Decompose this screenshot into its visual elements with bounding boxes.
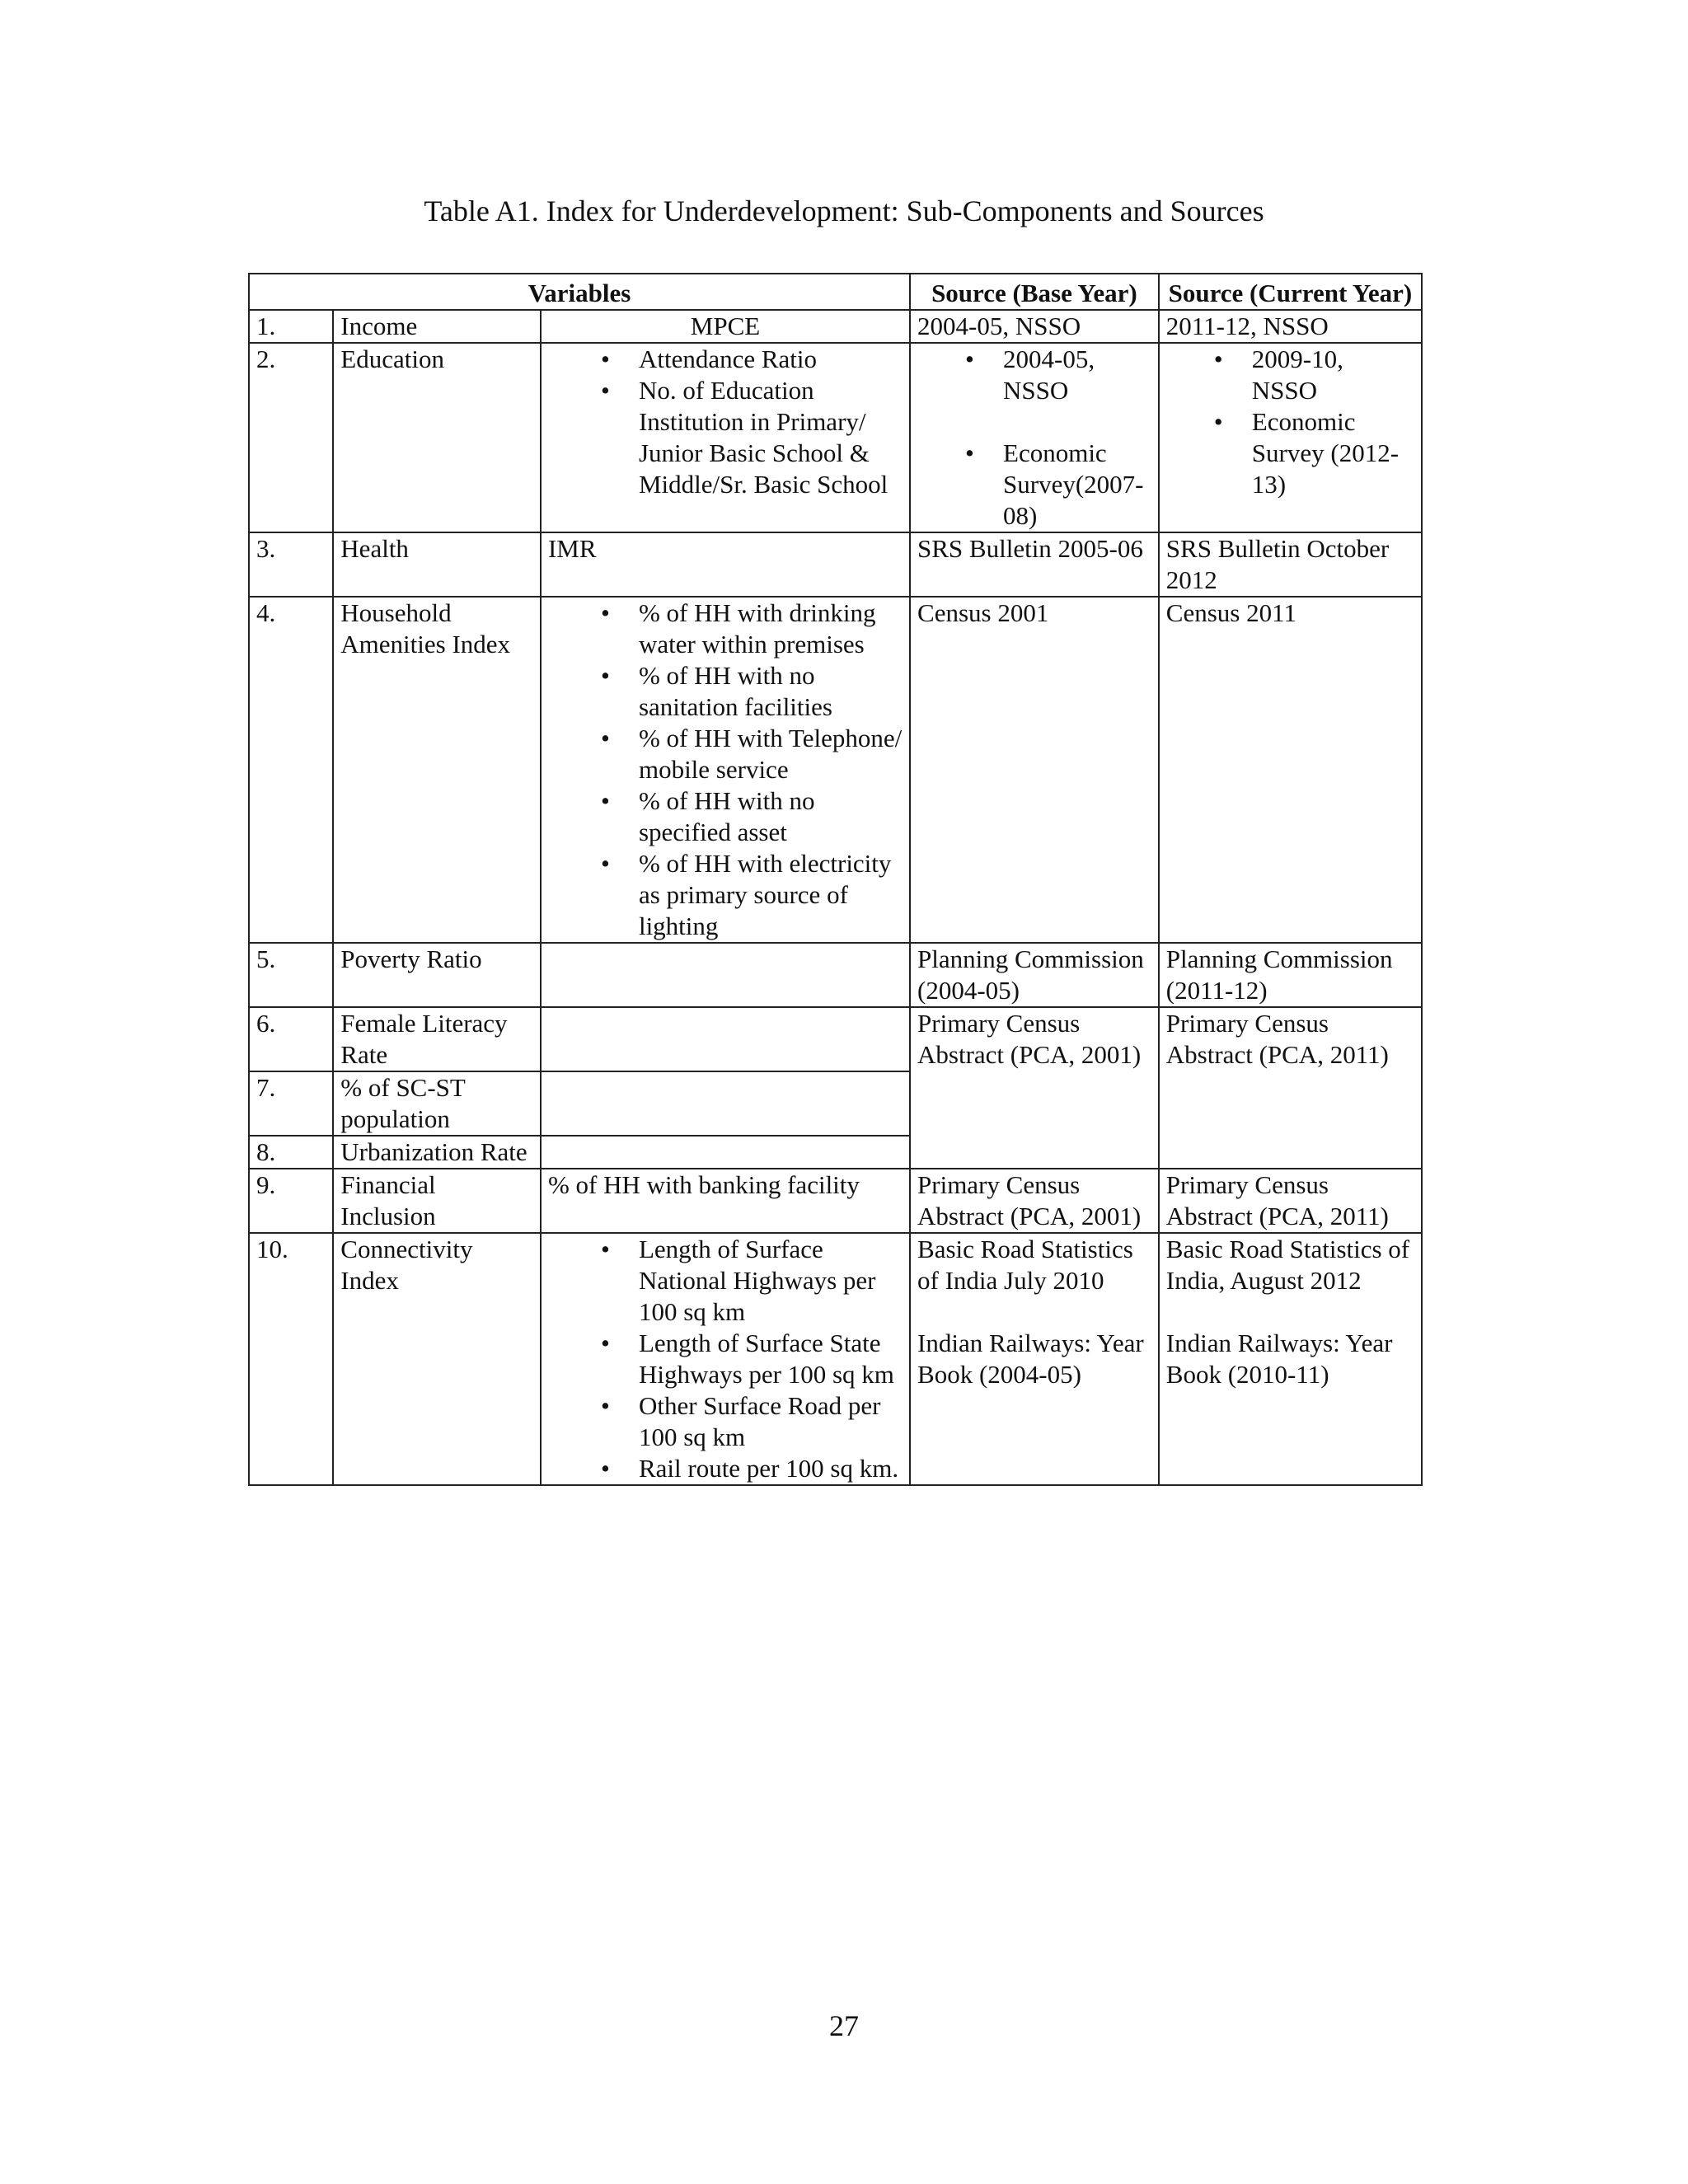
table-row — [249, 1169, 1422, 1233]
sub-component — [541, 1136, 910, 1169]
table-row — [249, 1233, 1422, 1485]
list-item: • % of HH with drinking water within premises — [548, 598, 903, 660]
page-number: 27 — [829, 2009, 859, 2042]
source-current — [1159, 343, 1422, 532]
list-item: • Other Surface Road per 100 sq km — [548, 1390, 903, 1453]
variable-name: Female Literacy Rate — [333, 1007, 541, 1071]
row-number: 10. — [249, 1233, 333, 1485]
list-item: • 2004-05, NSSO — [917, 344, 1151, 406]
header-source-current: Source (Current Year) — [1159, 274, 1422, 310]
variable-name: Poverty Ratio — [333, 943, 541, 1007]
list-item: • % of HH with Telephone/ mobile service — [548, 723, 903, 785]
variable-name: Income — [333, 310, 541, 343]
row-number: 7. — [249, 1071, 333, 1136]
source-line: Indian Railways: Year Book (2010-11) — [1165, 1329, 1393, 1389]
list-item: • Length of Surface State Highways per 100 sq km — [548, 1328, 903, 1390]
source-current: SRS Bulletin October 2012 — [1159, 532, 1422, 597]
table-row — [249, 310, 1422, 343]
source-base — [910, 343, 1159, 532]
source-current: Primary Census Abstract (PCA, 2011) — [1159, 1169, 1422, 1233]
row-number: 2. — [249, 343, 333, 532]
source-base: Planning Commission (2004-05) — [910, 943, 1159, 1007]
variable-name: % of SC-ST population — [333, 1071, 541, 1136]
row-number: 5. — [249, 943, 333, 1007]
source-current: Primary Census Abstract (PCA, 2011) — [1159, 1007, 1422, 1169]
list-item: • % of HH with no sanitation facilities — [548, 660, 903, 723]
row-number: 3. — [249, 532, 333, 597]
source-base: Primary Census Abstract (PCA, 2001) — [910, 1169, 1159, 1233]
list-item: • Economic Survey (2012-13) — [1166, 406, 1414, 500]
source-line: Indian Railways: Year Book (2004-05) — [917, 1329, 1144, 1389]
sub-component — [541, 1071, 910, 1136]
table-row — [249, 532, 1422, 597]
row-number: 6. — [249, 1007, 333, 1071]
header-source-base: Source (Base Year) — [910, 274, 1159, 310]
table-row — [249, 343, 1422, 532]
source-current — [1159, 1233, 1422, 1485]
spacer — [917, 1296, 1151, 1328]
source-current: Planning Commission (2011-12) — [1159, 943, 1422, 1007]
source-current: 2011-12, NSSO — [1159, 310, 1422, 343]
row-number: 1. — [249, 310, 333, 343]
row-number: 4. — [249, 597, 333, 943]
list-item: • Rail route per 100 sq km. — [548, 1453, 903, 1484]
list-item: • Length of Surface National Highways per 100 sq km — [548, 1234, 903, 1328]
table-row — [249, 1007, 1422, 1071]
source-base: 2004-05, NSSO — [910, 310, 1159, 343]
sub-component-list — [541, 597, 910, 943]
source-current: Census 2011 — [1159, 597, 1422, 943]
variable-name: Health — [333, 532, 541, 597]
list-item: • Attendance Ratio — [548, 344, 903, 375]
variable-name: Household Amenities Index — [333, 597, 541, 943]
header-row — [249, 274, 1422, 310]
sub-component: MPCE — [541, 310, 910, 343]
variable-name: Connectivity Index — [333, 1233, 541, 1485]
list-item: • 2009-10, NSSO — [1166, 344, 1414, 406]
variable-name: Financial Inclusion — [333, 1169, 541, 1233]
row-number: 8. — [249, 1136, 333, 1169]
source-base: Census 2001 — [910, 597, 1159, 943]
list-item: • % of HH with electricity as primary source of lighting — [548, 848, 903, 942]
table-row — [249, 597, 1422, 943]
source-base: SRS Bulletin 2005-06 — [910, 532, 1159, 597]
source-line: Basic Road Statistics of India July 2010 — [917, 1235, 1133, 1295]
sub-component — [541, 1007, 910, 1071]
variable-name: Education — [333, 343, 541, 532]
spacer — [1166, 1296, 1414, 1328]
table-row — [249, 943, 1422, 1007]
sub-component — [541, 943, 910, 1007]
list-item: • Economic Survey(2007-08) — [917, 438, 1151, 532]
source-line: Basic Road Statistics of India, August 2012 — [1165, 1235, 1410, 1295]
list-item: • % of HH with no specified asset — [548, 785, 903, 848]
list-item: • No. of Education Institution in Primary/ Junior Basic School & Middle/Sr. Basic School — [548, 375, 903, 500]
variable-name: Urbanization Rate — [333, 1136, 541, 1169]
sub-component: IMR — [541, 532, 910, 597]
row-number: 9. — [249, 1169, 333, 1233]
sub-component-list — [541, 1233, 910, 1485]
source-base — [910, 1233, 1159, 1485]
sub-component: % of HH with banking facility — [541, 1169, 910, 1233]
source-base: Primary Census Abstract (PCA, 2001) — [910, 1007, 1159, 1169]
sources-table — [248, 273, 1423, 1486]
sub-component-list — [541, 343, 910, 532]
header-variables: Variables — [249, 274, 910, 310]
table-title: Table A1. Index for Underdevelopment: Sub-Components and Sources — [424, 194, 1264, 227]
